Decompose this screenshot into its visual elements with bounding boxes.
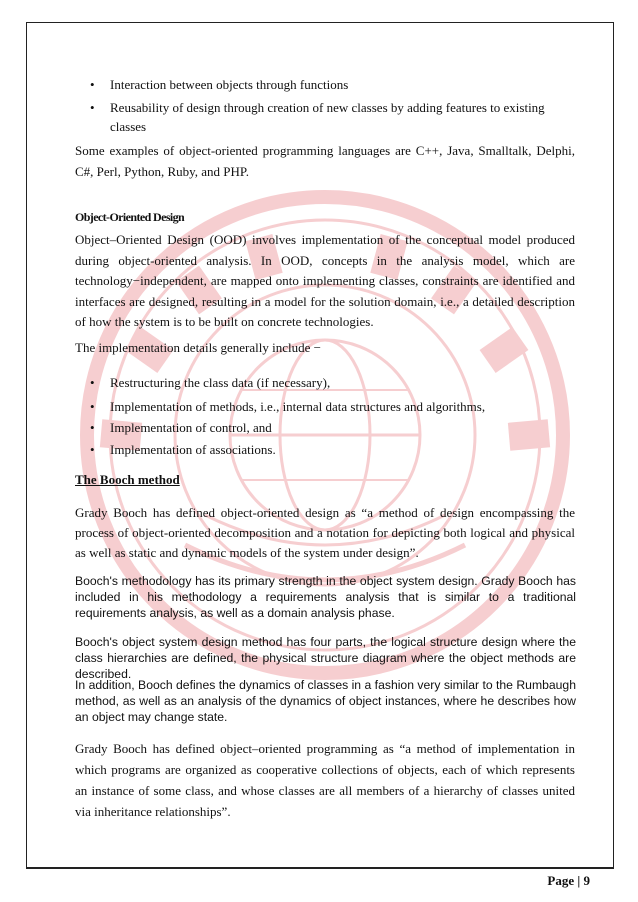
paragraph-implementation-intro: The implementation details generally include −	[75, 340, 321, 355]
paragraph-booch-parts: Booch's object system design method has four parts, the logical structure design where the class hierarchies are defined, the physical structure diagram where the object methods are described.	[75, 635, 576, 681]
footer-rule	[26, 868, 614, 869]
bullet-icon: •	[90, 77, 95, 92]
bullet-icon: •	[90, 100, 95, 115]
document-page: • Interaction between objects through functions • Reusability of design through creation of new classes by adding features to existing classes Some examples of object-oriented programming languages are C++, Java, Smalltalk, Delphi, C#, Perl, Python, Ruby, and PHP. Object-Oriented Design Object–Oriented Design (OOD) involves implementation of the conceptual model produced during object-oriented analysis. In OOD, concepts in the analysis model, which are technology−independent, are mapped onto implementing classes, constraints are identified and interfaces are designed, resulting in a model for the solution domain, i.e., a detailed description of how the system is to be built on concrete technologies. The implementation details generally include − • Restructuring the class data (if necessary), • Implementation of methods, i.e., internal data structures and algorithms, • Implementation of control, and • Implementation of associations. The Booch method Grady Booch has defined object-oriented design as “a method of design encompassing the process of object-oriented decomposition and a notation for depicting both logical and physical as well as static and dynamic models of the system under design”. Booch's methodology has its primary strength in the object system design. Grady Booch has included in his methodology a requirements analysis that is similar to a traditional requirements analysis, as well as a domain analysis phase. Booch's object system design method has four parts, the logical structure design where the class hierarchies are defined, the physical structure diagram where the object methods are described. In addition, Booch defines the dynamics of classes in a fashion very similar to the Rumbaugh method, as well as an analysis of the dynamics of object instances, where he describes how an object may change state. Grady Booch has defined object–oriented programming as “a method of implementation in which programs are organized as cooperative collections of objects, each of which represents an instance of some class, and whose classes are all members of a hierarchy of classes united via inheritance relationships”.	[0, 0, 638, 902]
paragraph-examples: Some examples of object-oriented programming languages are C++, Java, Smalltalk, Delphi, C#, Perl, Python, Ruby, and PHP.	[75, 143, 575, 179]
bullet-icon: •	[90, 375, 95, 390]
paragraph-booch-dynamics: In addition, Booch defines the dynamics of classes in a fashion very similar to the Rumbaugh method, as well as an analysis of the dynamics of object instances, where he describes how an object may change state.	[75, 678, 576, 724]
paragraph-booch-strength: Booch's methodology has its primary strength in the object system design. Grady Booch has included in his methodology a requirements analysis that is similar to a traditional requirements analysis, as well as a domain analysis phase.	[75, 574, 576, 620]
paragraph-booch-oop: Grady Booch has defined object–oriented programming as “a method of implementation in which programs are organized as cooperative collections of objects, each of which represents an instance of some class, and whose classes are all members of a hierarchy of classes united via inheritance relationships”.	[75, 741, 575, 819]
paragraph-ood: Object–Oriented Design (OOD) involves implementation of the conceptual model produced during object-oriented analysis. In OOD, concepts in the analysis model, which are technology−independent, are mapped onto implementing classes, constraints are identified and interfaces are designed, resulting in a model for the solution domain, i.e., a detailed description of how the system is to be built on concrete technologies.	[75, 232, 575, 329]
heading-object-oriented-design: Object-Oriented Design	[75, 210, 185, 224]
bullet-icon: •	[90, 442, 95, 457]
page-number: Page | 9	[547, 873, 590, 888]
paragraph-booch-definition: Grady Booch has defined object-oriented design as “a method of design encompassing the process of object-oriented decomposition and a notation for depicting both logical and physical as well as static and dynamic models of the system under design”.	[75, 505, 575, 560]
heading-booch-method: The Booch method	[75, 472, 180, 487]
bullet-icon: •	[90, 420, 95, 435]
bullet-icon: •	[90, 399, 95, 414]
